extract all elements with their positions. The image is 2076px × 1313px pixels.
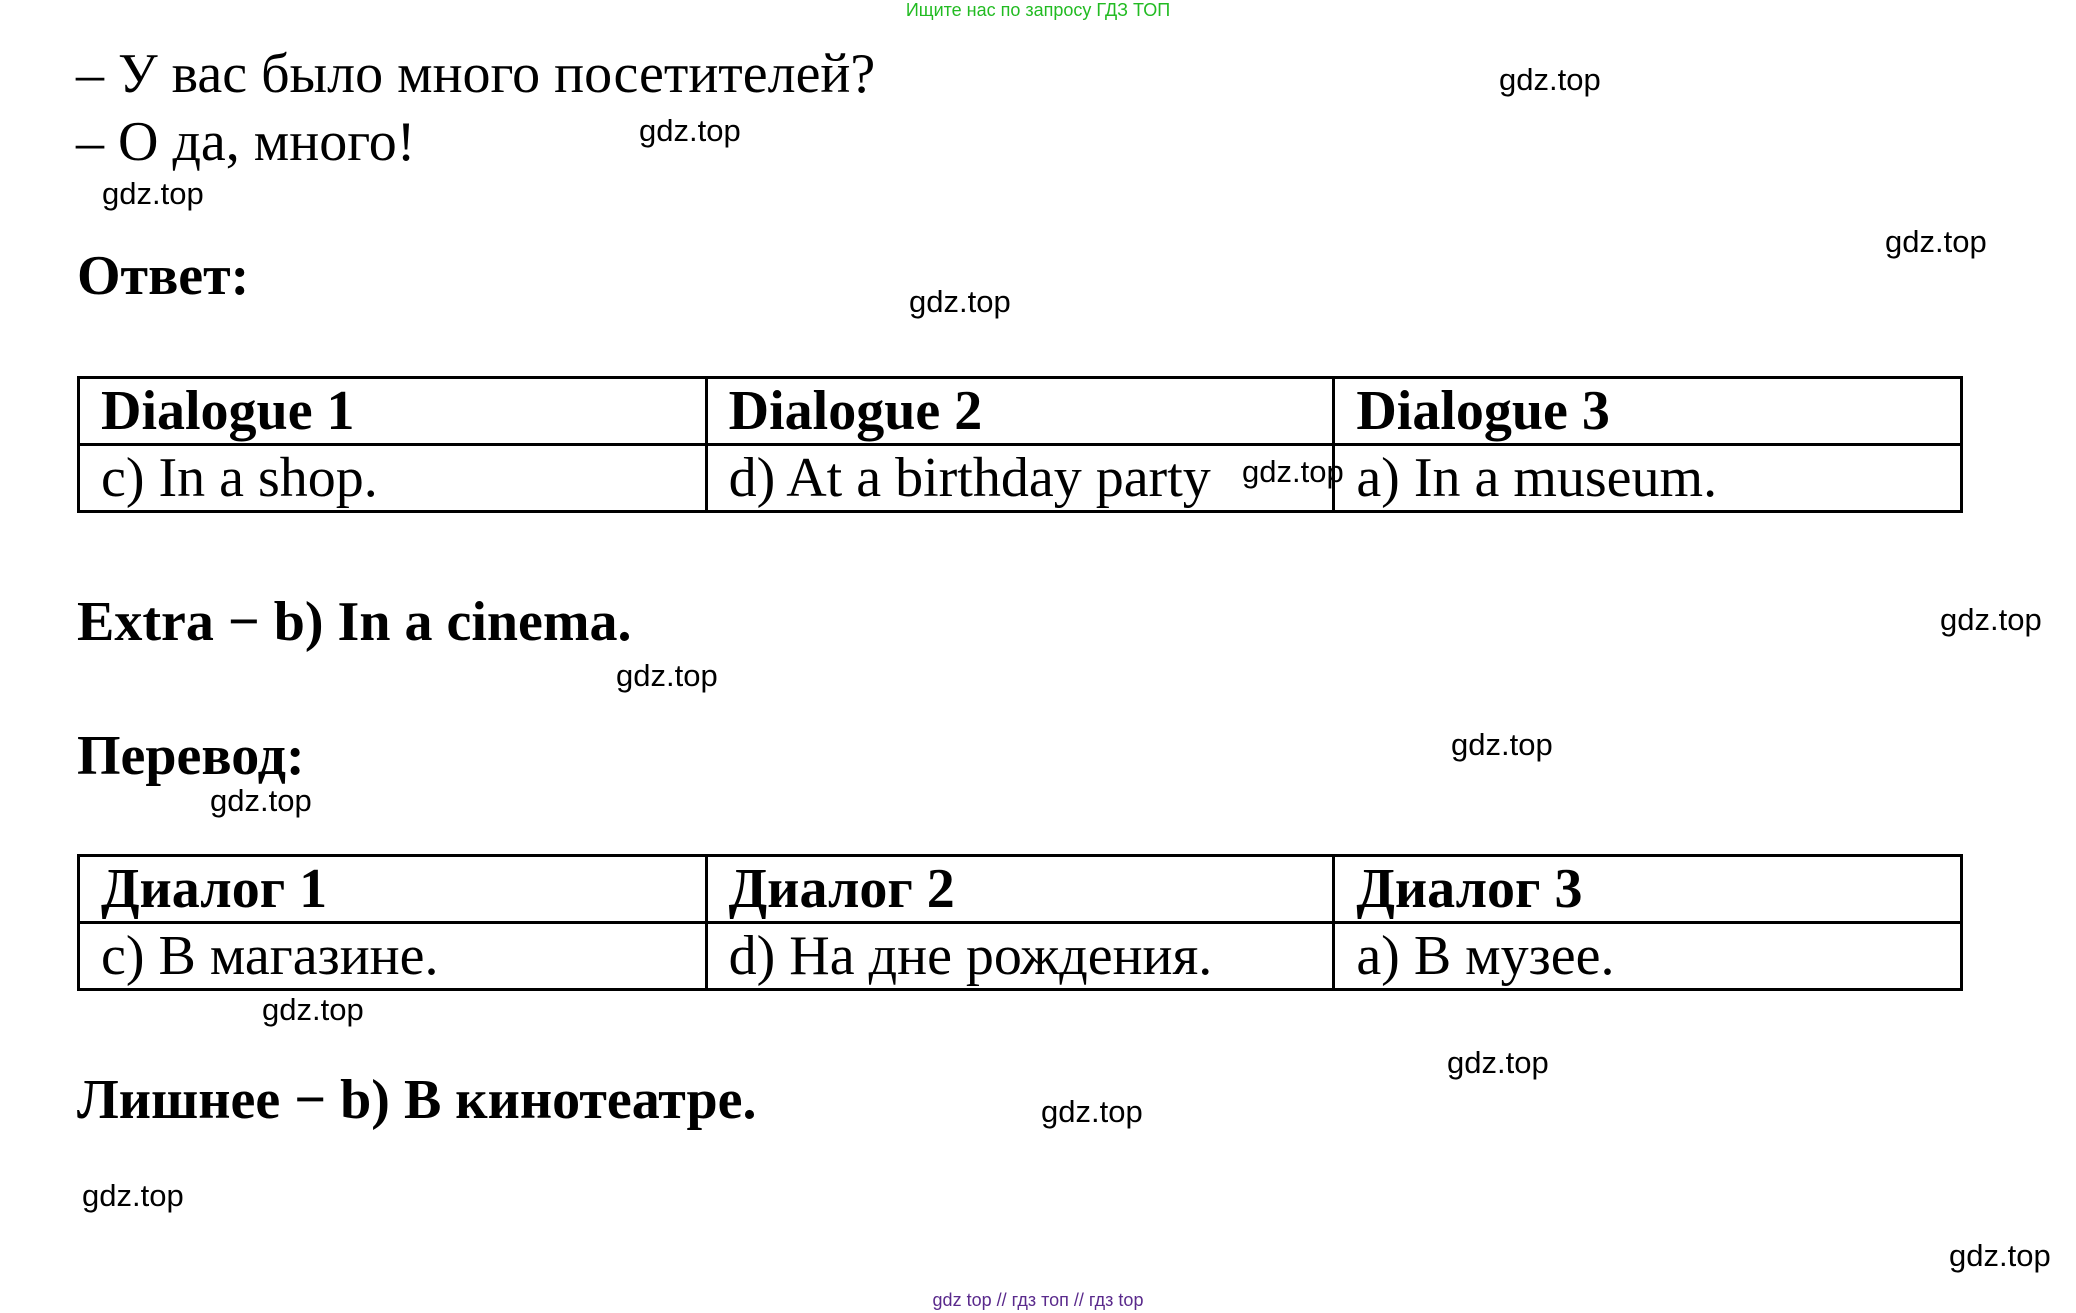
watermark: gdz.top [1885,224,1987,259]
translation-header-cell: Диалог 1 [79,856,707,923]
translation-heading: Перевод: [77,725,305,787]
watermark: gdz.top [1041,1094,1143,1129]
translation-cell: a) В музее. [1334,923,1962,990]
answer-table-row [79,445,1962,512]
answer-cell: a) In a museum. [1334,445,1962,512]
answer-cell: d) At a birthday party [706,445,1334,512]
answer-header-cell: Dialogue 3 [1334,378,1962,445]
answer-cell: c) In a shop. [79,445,707,512]
watermark: gdz.top [639,113,741,148]
answer-table [77,376,1963,513]
watermark: gdz.top [1447,1045,1549,1080]
watermark: gdz.top [1242,454,1344,489]
extra-translation: Лишнее − b) В кинотеатре. [77,1069,757,1131]
translation-header-cell: Диалог 3 [1334,856,1962,923]
watermark: gdz.top [909,284,1011,319]
top-search-banner: Ищите нас по запросу ГДЗ ТОП [905,0,1171,20]
translation-cell: d) На дне рождения. [706,923,1334,990]
answer-heading: Ответ: [77,245,250,307]
dialogue-question: – У вас было много посетителей? [76,43,876,105]
translation-table [77,854,1963,991]
watermark: gdz.top [1949,1238,2051,1273]
watermark: gdz.top [82,1178,184,1213]
translation-header-cell: Диалог 2 [706,856,1334,923]
watermark: gdz.top [210,783,312,818]
translation-table-header-row [79,856,1962,923]
answer-header-cell: Dialogue 1 [79,378,707,445]
translation-table-row [79,923,1962,990]
answer-header-cell: Dialogue 2 [706,378,1334,445]
dialogue-reply: – О да, много! [76,111,416,173]
watermark: gdz.top [1451,727,1553,762]
watermark: gdz.top [1940,602,2042,637]
translation-cell: c) В магазине. [79,923,707,990]
watermark: gdz.top [1499,62,1601,97]
bottom-banner: gdz top // гдз топ // гдз top [932,1290,1144,1310]
extra-answer: Extra − b) In a cinema. [77,591,632,653]
watermark: gdz.top [616,658,718,693]
watermark: gdz.top [262,992,364,1027]
watermark: gdz.top [102,176,204,211]
answer-table-header-row [79,378,1962,445]
